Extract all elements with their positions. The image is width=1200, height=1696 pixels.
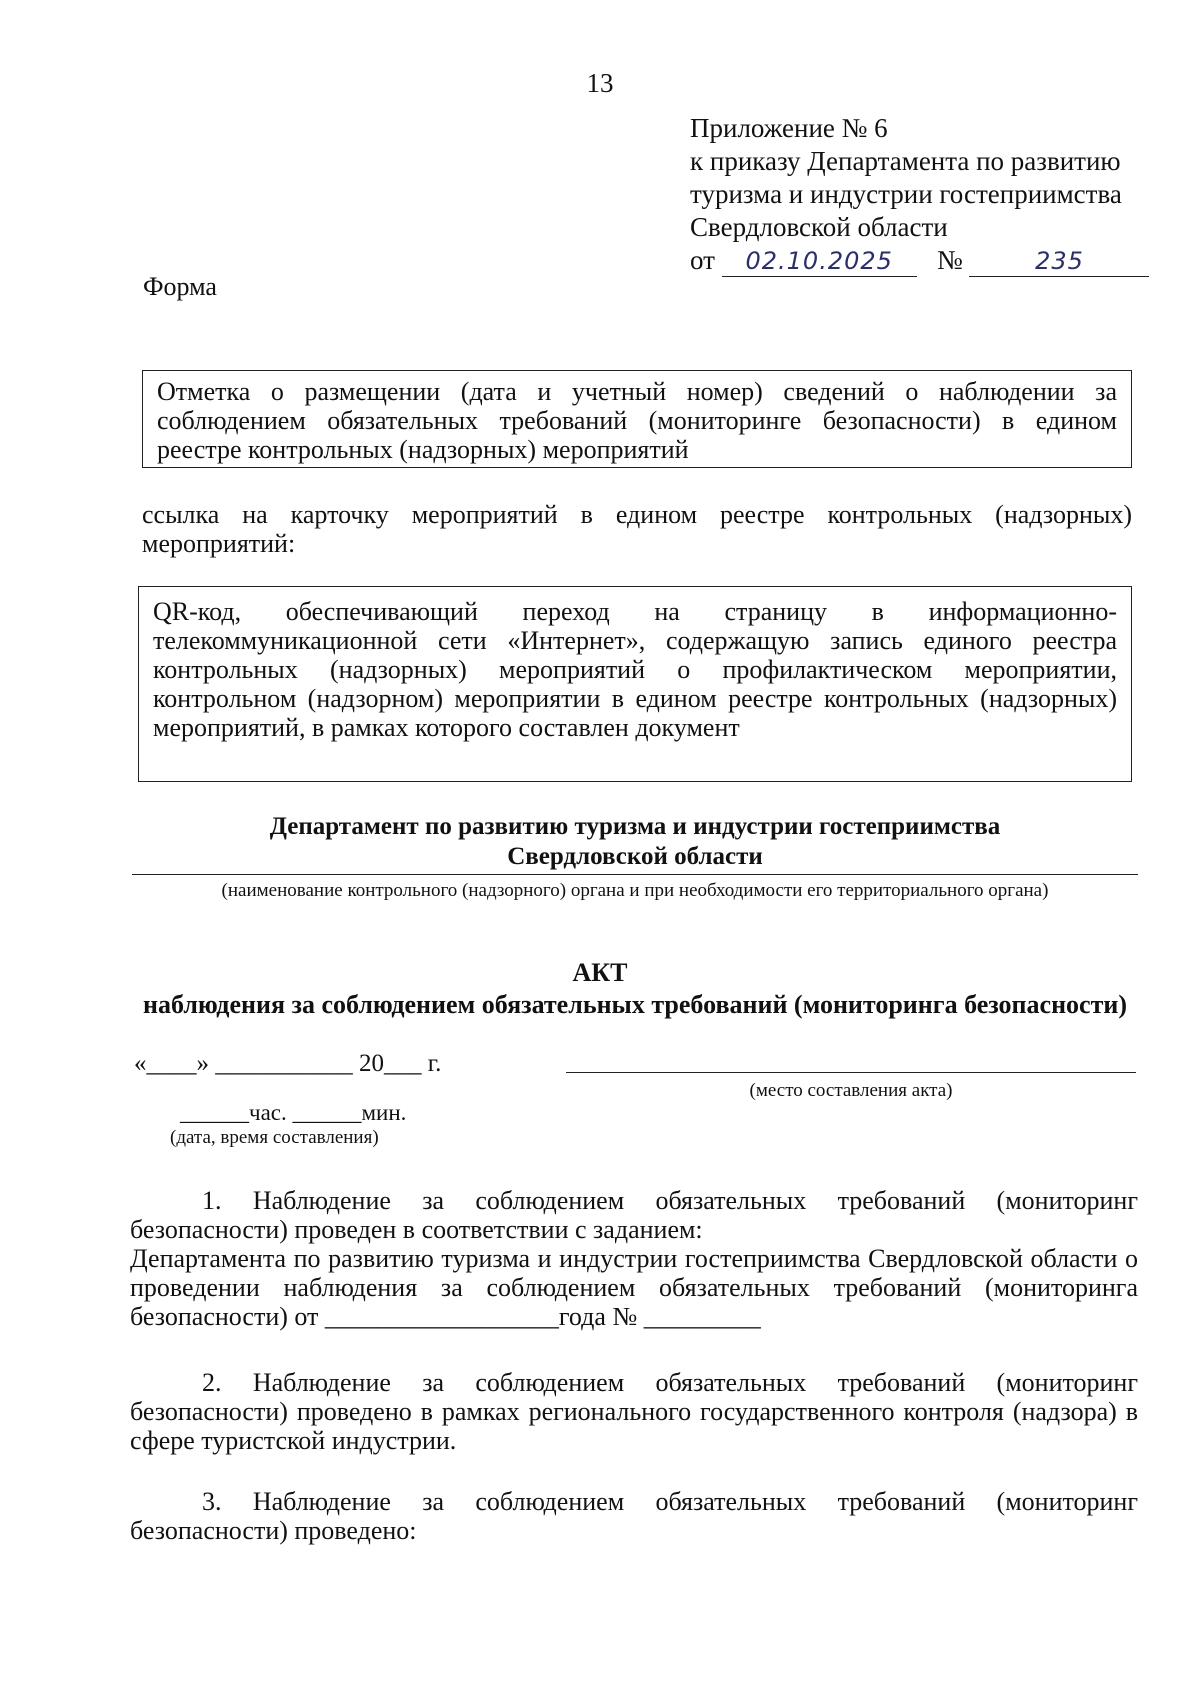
date-prefix: от xyxy=(690,245,715,275)
paragraph-1-continuation: Департамента по развитию туризма и индустрии гостеприимства Свердловской области о проведении наблюдения за соблюдением обязательных требований (мониторинга безопасности) от __________________года № _________ xyxy=(130,1244,1138,1331)
org-name-line: Свердловской области xyxy=(507,843,763,870)
registry-link-text: ссылка на карточку мероприятий в едином реестре контрольных (надзорных) мероприятий: xyxy=(142,500,1132,558)
number-prefix: № xyxy=(936,245,963,275)
org-caption: (наименование контрольного (надзорного) органа и при необходимости его территориального органа) xyxy=(221,880,1049,901)
act-date-field: «____» ___________ 20___ г. xyxy=(134,1050,442,1077)
org-underline xyxy=(132,874,1138,875)
act-subtitle: наблюдения за соблюдением обязательных требований (мониторинга безопасности) xyxy=(142,990,1128,1019)
act-time-field: ______час. ______мин. xyxy=(180,1100,407,1125)
appendix-line: Приложение № 6 xyxy=(690,113,888,143)
qr-code-box: QR-код, обеспечивающий переход на страницу в информационно-телекоммуникационной сети «Интернет», содержащую запись единого реестра контрольных (надзорных) мероприятий о профилактическом мероприятии, контрольном (надзорном) мероприятии в едином реестре контрольных (надзорных) мероприятий, в рамках которого составлен документ xyxy=(138,586,1132,782)
place-caption: (место составления акта) xyxy=(749,1080,953,1101)
handwritten-number: 235 xyxy=(1035,247,1084,275)
number-field xyxy=(969,245,1149,277)
org-name xyxy=(130,812,1140,872)
appendix-line: к приказу Департамента по развитию xyxy=(690,146,1121,176)
registry-mark-box: Отметка о размещении (дата и учетный номер) сведений о наблюдении за соблюдением обязательных требований (мониторинге безопасности) в едином реестре контрольных (надзорных) мероприятий xyxy=(142,370,1132,468)
date-field xyxy=(722,245,917,277)
paragraph-3 xyxy=(130,1487,1138,1545)
paragraph-2 xyxy=(130,1368,1138,1455)
forma-label: Форма xyxy=(143,272,217,301)
paragraph-3-text: 3. Наблюдение за соблюдением обязательных требований (мониторинг безопасности) проведено: xyxy=(130,1487,1138,1545)
appendix-line: Свердловской области xyxy=(690,212,948,242)
place-underline xyxy=(566,1072,1136,1073)
org-name-line: Департамент по развитию туризма и индустрии гостеприимства xyxy=(269,813,1001,840)
order-date-line xyxy=(690,245,1160,277)
paragraph-1-line: 1. Наблюдение за соблюдением обязательных требований (мониторинг безопасности) проведен в соответствии с заданием: xyxy=(130,1186,1138,1244)
time-caption: (дата, время составления) xyxy=(170,1127,379,1148)
paragraph-2-text: 2. Наблюдение за соблюдением обязательных требований (мониторинг безопасности) проведено в рамках регионального государственного контроля (надзора) в сфере туристской индустрии. xyxy=(130,1368,1138,1455)
appendix-line: туризма и индустрии гостеприимства xyxy=(690,179,1122,209)
handwritten-date: 02.10.2025 xyxy=(745,247,893,275)
paragraph-1 xyxy=(130,1186,1138,1331)
appendix-header xyxy=(690,112,1160,244)
act-title: АКТ xyxy=(572,958,628,987)
page-number: 13 xyxy=(586,68,614,98)
